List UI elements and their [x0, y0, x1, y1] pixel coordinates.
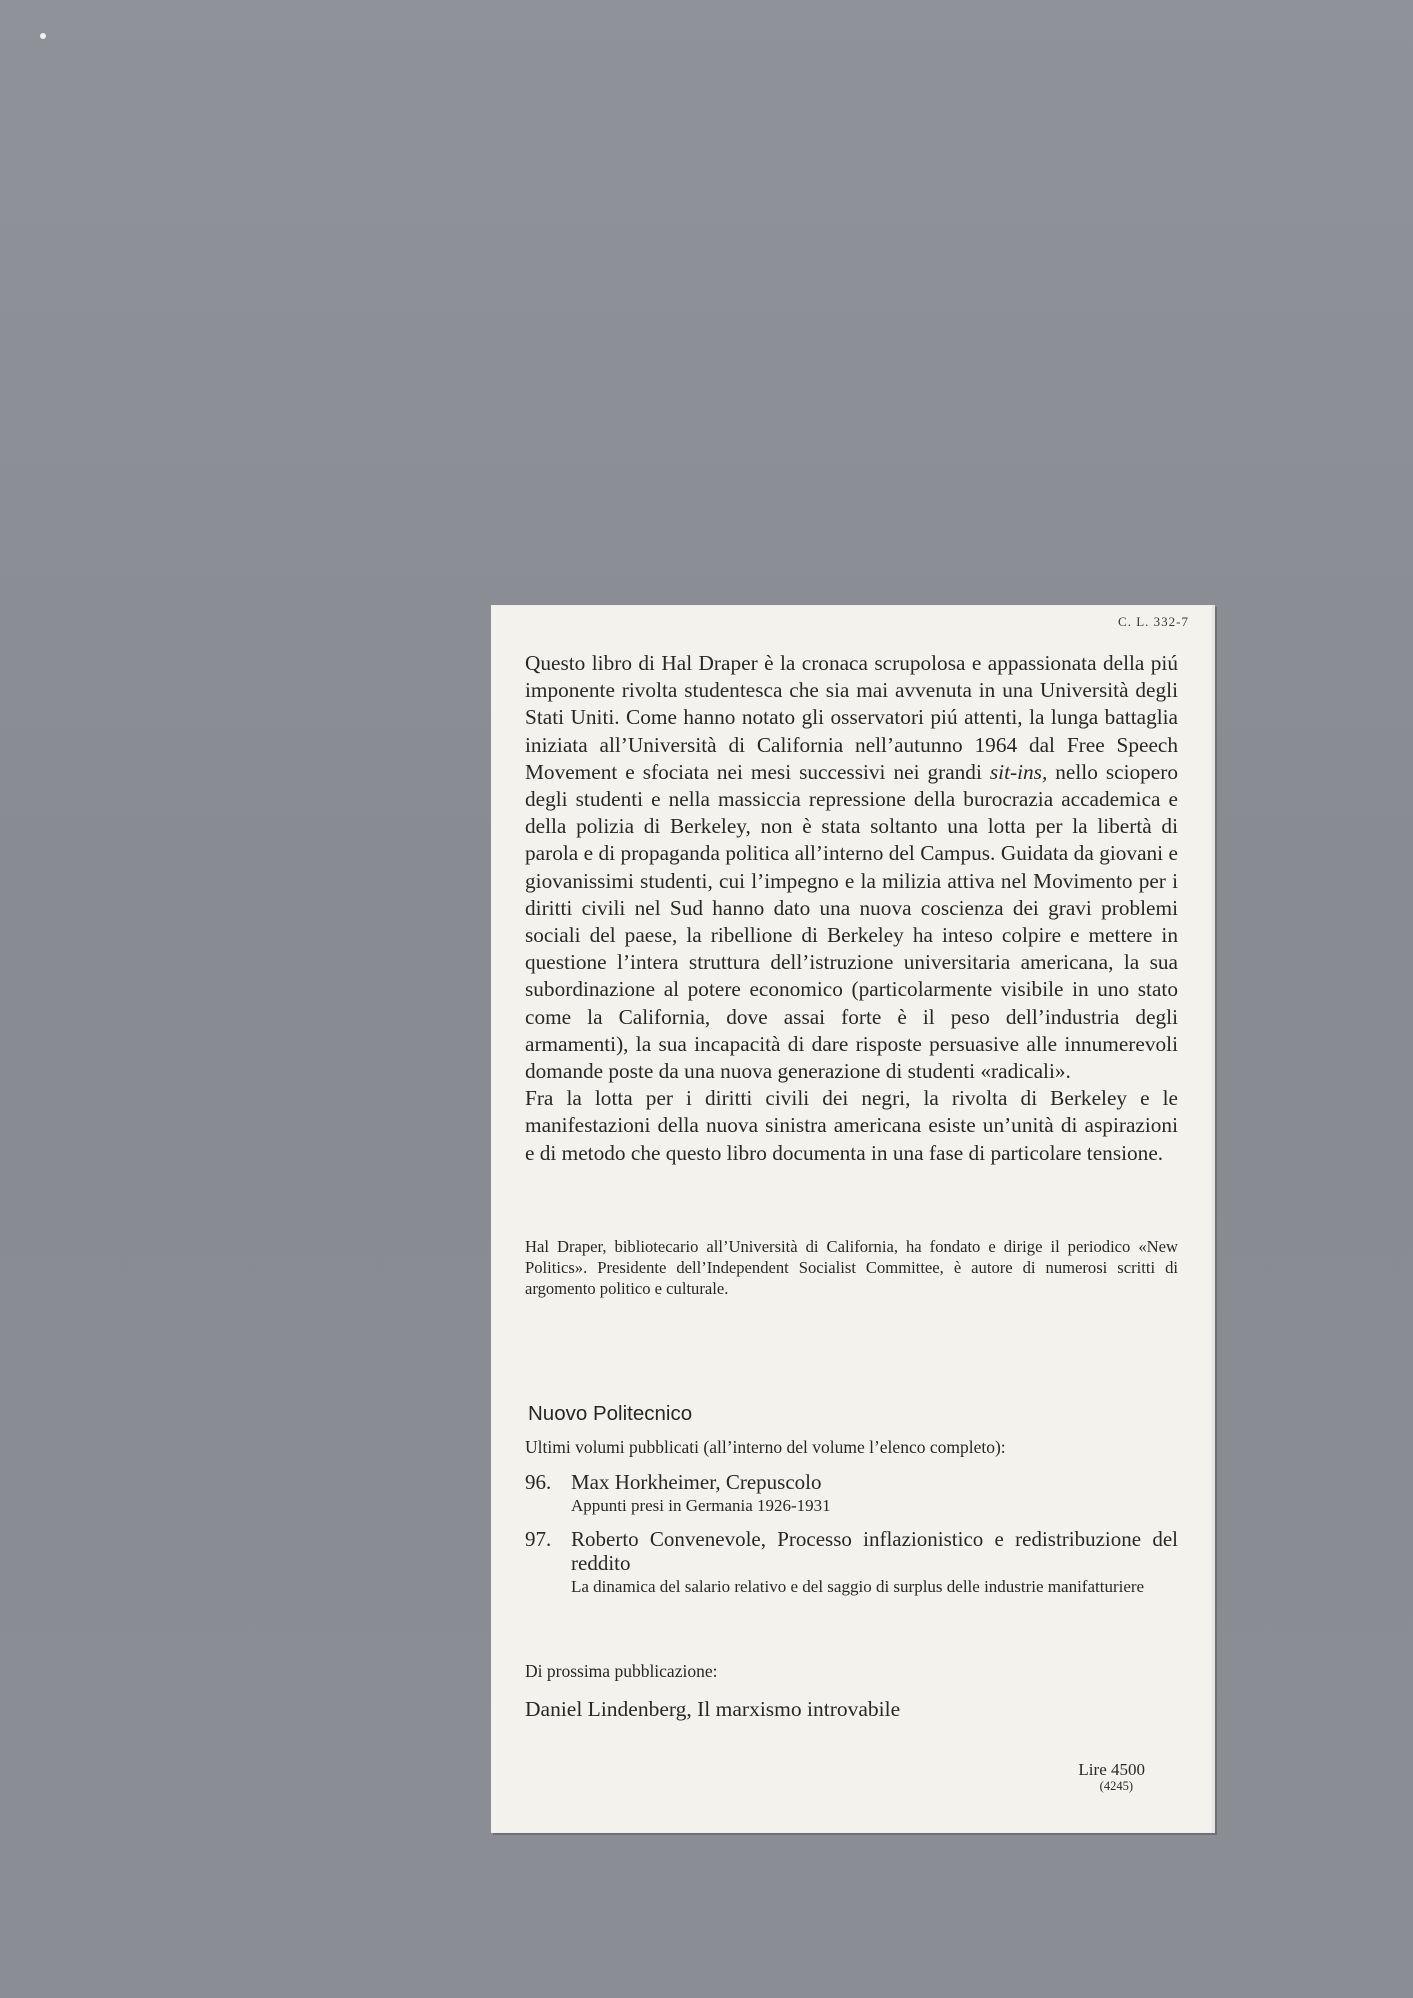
volume-entry — [525, 1470, 1178, 1516]
series-intro: Ultimi volumi pubblicati (all’interno del volume l’elenco completo): — [525, 1437, 1006, 1457]
volume-subtitle: La dinamica del salario relativo e del saggio di surplus delle industrie manifatturiere — [571, 1577, 1145, 1596]
catalog-code: C. L. 332-7 — [1118, 614, 1189, 629]
volume-title: Roberto Convenevole, Processo inflazionistico e redistribuzione del reddito — [571, 1527, 1178, 1575]
book-back-cover — [491, 605, 1215, 1833]
blurb-text — [525, 650, 1178, 1167]
volume-list — [525, 1470, 1178, 1608]
blurb-text-part-2: nello sciopero degli studenti e nella massiccia repressione della burocrazia accademica e della polizia di Berkeley, non è stata soltanto una lotta per la libertà di parola e di propaganda politica all’interno del Campus. Guidata da giovani e giovanissimi studenti, cui l’impegno e la milizia attiva nel Movimento per i diritti civili nel Sud hanno dato una nuova coscienza dei gravi problemi sociali del paese, la ribellione di Berkeley ha inteso colpire e mettere in questione l’intera struttura dell’istruzione universitaria americana, la sua subordinazione al potere economico (particolarmente visibile in uno stato come la California, dove assai forte è il peso dell’industria degli armamenti), la sua incapacità di dare risposte persuasive alle innumerevoli domande poste da una nuova generazione di studenti «radicali». — [525, 759, 1178, 1084]
forthcoming-label: Di prossima pubblicazione: — [525, 1661, 718, 1681]
scan-speck — [40, 33, 46, 39]
blurb-paragraph-2: Fra la lotta per i diritti civili dei negri, la rivolta di Berkeley e le manifestazioni della nuova sinistra americana esiste un’unità di aspirazioni e di metodo che questo libro documenta in una fase di particolare tensione. — [525, 1086, 1178, 1165]
blurb-text-part-1: Questo libro di Hal Draper è la cronaca scrupolosa e appassionata della piú imponente rivolta studentesca che sia mai avvenuta in una Università degli Stati Uniti. Come hanno notato gli osservatori piú attenti, la lunga battaglia iniziata all’Università di California nell’autunno 1964 dal Free Speech Movement e sfociata nei mesi successivi nei grandi — [525, 651, 1178, 784]
author-bio: Hal Draper, bibliotecario all’Università di California, ha fondato e dirige il periodico «New Politics». Presidente dell’Independent Socialist Committee, è autore di numerosi scritti di argomento politico e culturale. — [525, 1237, 1178, 1298]
volume-number: 96. — [525, 1470, 552, 1494]
series-title: Nuovo Politecnico — [528, 1402, 693, 1425]
price-label: Lire 4500 — [1078, 1760, 1145, 1779]
volume-entry — [525, 1527, 1178, 1597]
blurb-paragraph-1 — [525, 650, 1178, 1085]
forthcoming-title: Daniel Lindenberg, Il marxismo introvabile — [525, 1697, 901, 1721]
volume-number: 97. — [525, 1527, 552, 1551]
volume-subtitle: Appunti presi in Germania 1926-1931 — [571, 1496, 831, 1515]
volume-title: Max Horkheimer, Crepuscolo — [571, 1470, 822, 1494]
blurb-italic-term: sit-ins, — [989, 759, 1048, 784]
price-code: (4245) — [1099, 1779, 1133, 1793]
